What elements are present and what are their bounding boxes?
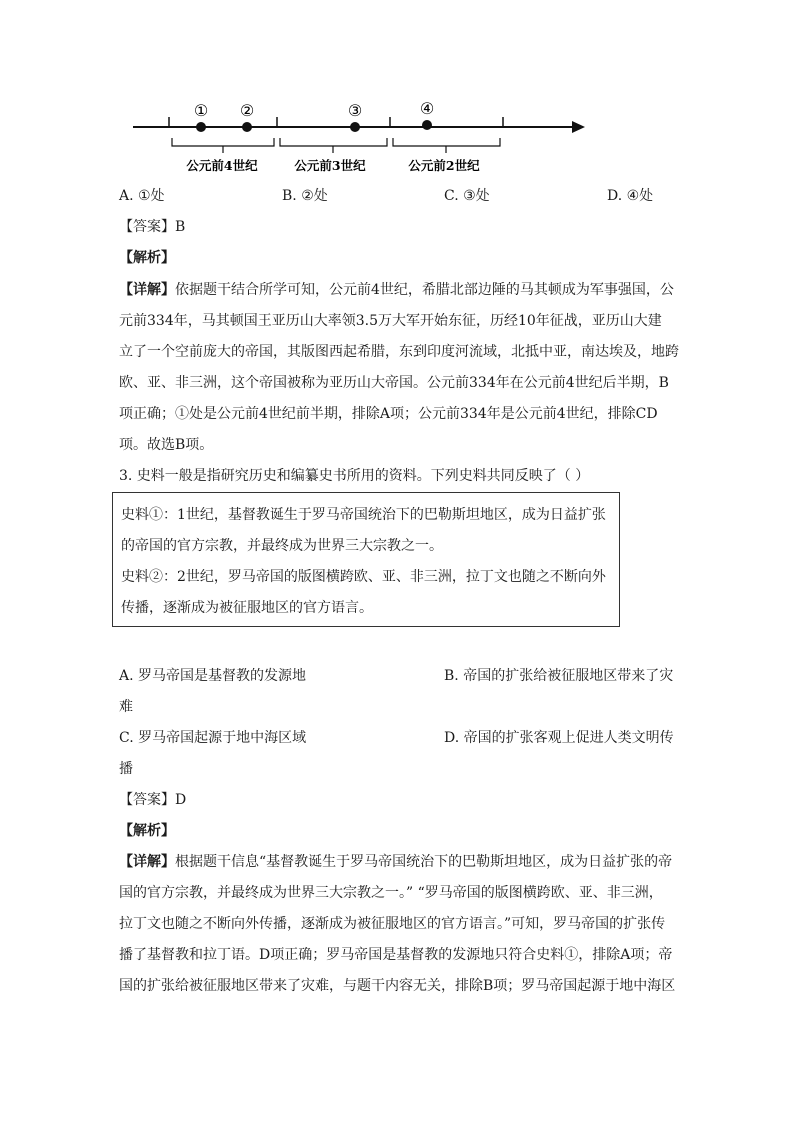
q3-detail-line-2: 国的官方宗教，并最终成为世界三大宗教之一。” “罗马帝国的版图横跨欧、亚、非三洲， (119, 885, 663, 901)
q2-detail-line-3: 立了一个空前庞大的帝国，其版图西起希腊，东到印度河流域，北抵中亚，南达埃及，地跨 (119, 344, 679, 360)
q3-source-line-1: 史料①：1世纪，基督教诞生于罗马帝国统治下的巴勒斯坦地区，成为日益扩张 (121, 507, 606, 523)
bracket-century-3 (280, 138, 387, 153)
q3-source-line-3: 史料②：2世纪，罗马帝国的版图横跨欧、亚、非三洲，拉丁文也随之不断向外 (121, 569, 606, 585)
q3-detail-line-4: 播了基督教和拉丁语。D项正确；罗马帝国是基督教的发源地只符合史料①，排除A项；帝 (119, 947, 673, 963)
q3-source-line-4: 传播，逐渐成为被征服地区的官方语言。 (121, 600, 373, 616)
q3-option-b-wrap: 难 (119, 699, 133, 715)
q2-detail-line-6: 项。故选B项。 (119, 437, 214, 453)
point-3 (350, 122, 360, 132)
century-label-4: 公元前4世纪 (186, 158, 258, 173)
q2-detail-line-5: 项正确；①处是公元前4世纪前半期，排除A项；公元前334年是公元前4世纪，排除CD (119, 406, 658, 422)
marker-label-4: ④ (419, 99, 435, 118)
q2-detail-line-1: 【详解】依据题干结合所学可知，公元前4世纪，希腊北部边陲的马其顿成为军事强国，公 (119, 282, 674, 298)
timeline-figure (0, 0, 794, 190)
marker-label-2: ② (239, 101, 255, 120)
q3-option-d-wrap: 播 (119, 761, 133, 777)
q3-option-b: B. 帝国的扩张给被征服地区带来了灾 (444, 668, 674, 684)
marker-label-3: ③ (347, 101, 363, 120)
q2-detail-line-2: 元前334年，马其顿国王亚历山大率领3.5万大军开始东征，历经10年征战，亚历山大建 (119, 313, 662, 329)
q2-option-d: D. ④处 (607, 188, 654, 204)
q3-detail-line-5: 国的扩张给被征服地区带来了灾难，与题干内容无关，排除B项；罗马帝国起源于地中海区 (119, 978, 676, 994)
q3-option-c: C. 罗马帝国起源于地中海区域 (119, 730, 307, 746)
century-label-2: 公元前2世纪 (408, 158, 480, 173)
bracket-century-2 (393, 138, 500, 153)
century-label-3: 公元前3世纪 (294, 158, 366, 173)
q3-option-d: D. 帝国的扩张客观上促进人类文明传 (444, 730, 674, 746)
bracket-century-4 (172, 138, 274, 153)
q2-answer: 【答案】B (119, 219, 186, 235)
point-4 (422, 120, 432, 130)
q3-stem: 3. 史料一般是指研究历史和编纂史书所用的资料。下列史料共同反映了（ ） (119, 468, 590, 484)
q2-analysis-heading: 【解析】 (119, 250, 175, 266)
timeline-arrow (572, 121, 585, 133)
point-1 (196, 122, 206, 132)
q3-option-a: A. 罗马帝国是基督教的发源地 (119, 668, 307, 684)
q3-detail-line-1: 【详解】根据题干信息“基督教诞生于罗马帝国统治下的巴勒斯坦地区，成为日益扩张的帝 (119, 854, 673, 870)
q2-detail-tag: 【详解】 (119, 282, 175, 298)
marker-label-1: ① (193, 101, 209, 120)
q3-analysis-heading: 【解析】 (119, 823, 175, 839)
q3-answer: 【答案】D (119, 792, 187, 808)
q3-source-line-2: 的帝国的官方宗教，并最终成为世界三大宗教之一。 (121, 538, 443, 554)
q3-detail-line-3: 拉丁文也随之不断向外传播，逐渐成为被征服地区的官方语言。”可知，罗马帝国的扩张传 (119, 916, 666, 932)
q3-detail-tag: 【详解】 (119, 854, 175, 870)
point-2 (242, 122, 252, 132)
q2-detail-line-4: 欧、亚、非三洲，这个帝国被称为亚历山大帝国。公元前334年在公元前4世纪后半期，B (119, 375, 669, 391)
q2-option-b: B. ②处 (282, 188, 328, 204)
q2-option-a: A. ①处 (119, 188, 165, 204)
q2-option-c: C. ③处 (444, 188, 490, 204)
